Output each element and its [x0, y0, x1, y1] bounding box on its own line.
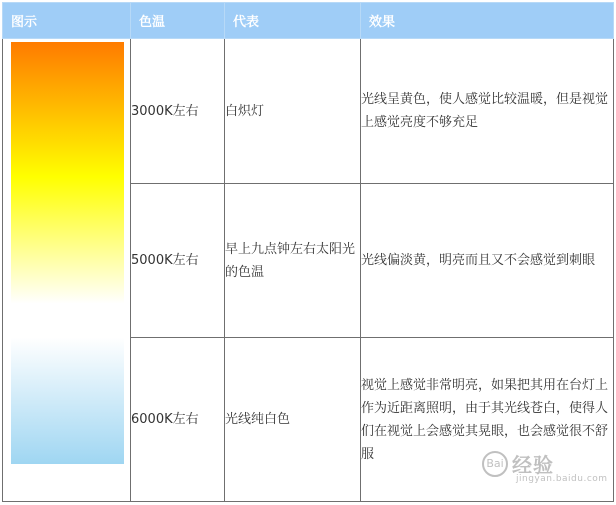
row-3-effect: 视觉上感觉非常明亮，如果把其用在台灯上作为近距离照明，由于其光线苍白，使得人们在视觉上会感觉其晃眼，也会感觉很不舒服: [361, 338, 614, 502]
row-3-source: 光线纯白色: [225, 338, 361, 502]
watermark-url: jingyan.baidu.com: [516, 474, 608, 484]
row-2-temp: 5000K左右: [131, 184, 225, 338]
row-1-effect: 光线呈黄色，使人感觉比较温暖，但是视觉上感觉亮度不够充足: [361, 39, 614, 184]
row-2-effect: 光线偏淡黄，明亮而且又不会感觉到刺眼: [361, 184, 614, 338]
color-temperature-gradient: [11, 42, 124, 464]
row-1-temp: 3000K左右: [131, 39, 225, 184]
row-2-source: 早上九点钟左右太阳光的色温: [225, 184, 361, 338]
row-3-temp: 6000K左右: [131, 338, 225, 502]
header-representative: 代表: [225, 3, 361, 39]
watermark-text: 经验: [512, 453, 554, 477]
table-header-row: [3, 3, 614, 39]
baidu-jingyan-logo-icon: Bai: [482, 451, 508, 477]
header-color-temperature: 色温: [131, 3, 225, 39]
swatch-cell: [3, 39, 131, 502]
header-effect: 效果: [361, 3, 614, 39]
color-temperature-table: [2, 2, 614, 502]
table-row: [3, 39, 614, 184]
row-1-source: 白炽灯: [225, 39, 361, 184]
header-illustration: 图示: [3, 3, 131, 39]
